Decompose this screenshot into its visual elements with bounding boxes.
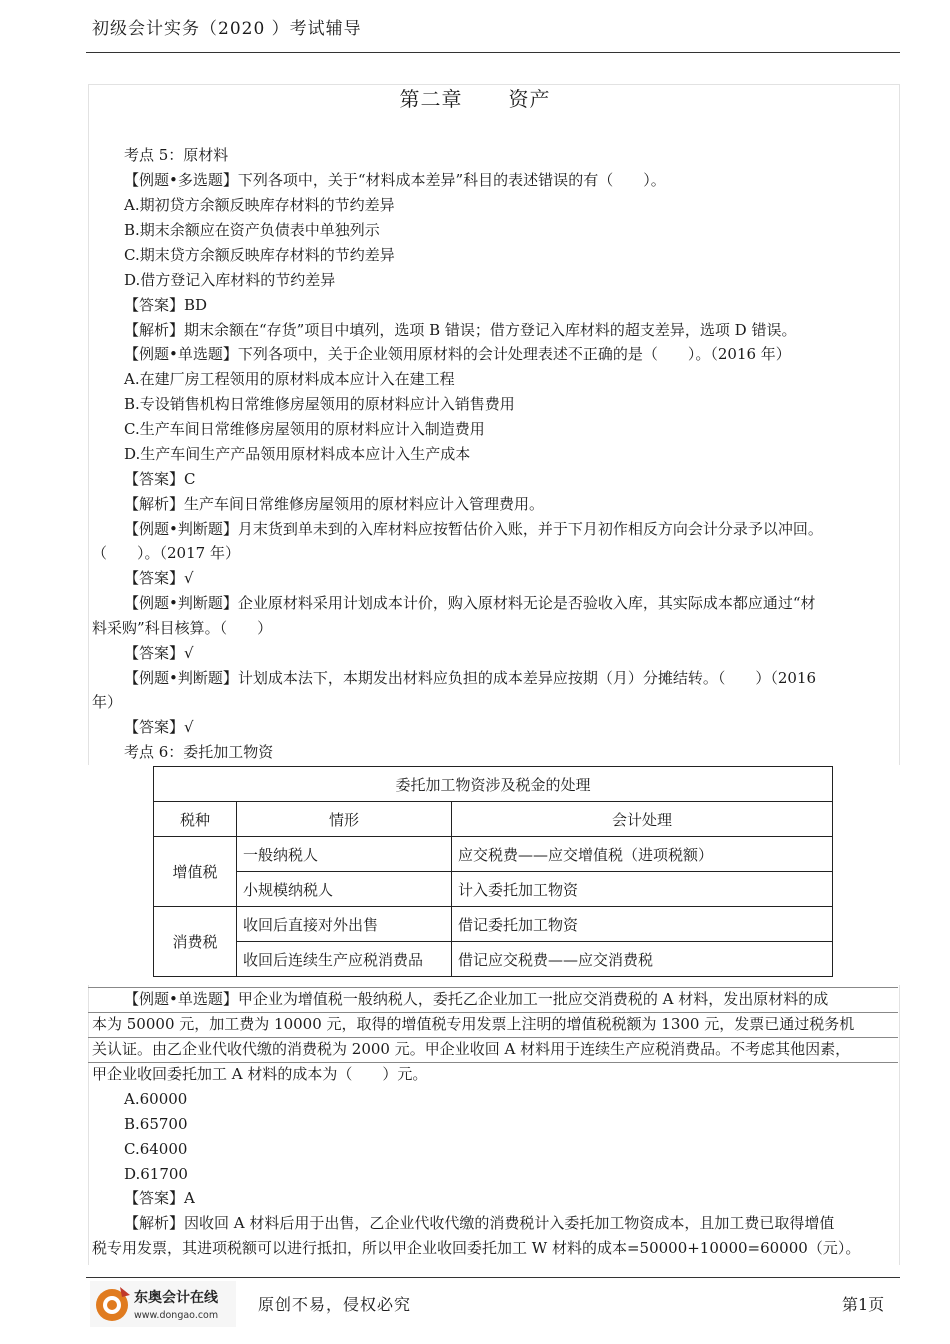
option-line: B.期末余额应在资产负债表中单独列示 xyxy=(124,221,380,239)
option-line: A.60000 xyxy=(124,1090,188,1108)
answer-line: 【答案】A xyxy=(124,1189,195,1207)
dongao-logo-icon xyxy=(90,1281,236,1327)
treatment-cell: 借记委托加工物资 xyxy=(452,907,833,942)
tax-treatment-table xyxy=(153,766,833,977)
treatment-cell: 计入委托加工物资 xyxy=(452,872,833,907)
option-line: B.65700 xyxy=(124,1115,188,1133)
question-stem: 【例题•单选题】下列各项中，关于企业领用原材料的会计处理表述不正确的是（ ）。（2016 年） xyxy=(124,345,791,363)
page-number: 第1页 xyxy=(842,1295,885,1314)
chapter-number: 第二章 xyxy=(399,87,463,111)
option-line: D.61700 xyxy=(124,1165,188,1183)
table-row xyxy=(154,872,833,907)
question-stem-cont: （ ）。（2017 年） xyxy=(92,544,240,562)
option-line: D.借方登记入库材料的节约差异 xyxy=(124,271,336,289)
option-line: B.专设销售机构日常维修房屋领用的原材料应计入销售费用 xyxy=(124,395,515,413)
header-divider xyxy=(86,52,900,53)
question-stem-cont: 料采购”科目核算。（ ） xyxy=(92,619,273,637)
table-row xyxy=(154,942,833,977)
topic-heading: 考点 6：委托加工物资 xyxy=(124,743,274,761)
topic-heading: 考点 5：原材料 xyxy=(124,146,229,164)
case-cell: 收回后连续生产应税消费品 xyxy=(237,942,452,977)
treatment-cell: 应交税费——应交增值税（进项税额） xyxy=(452,837,833,872)
table-header-treatment: 会计处理 xyxy=(452,802,833,837)
answer-line: 【答案】C xyxy=(124,470,196,488)
table-header-case: 情形 xyxy=(237,802,452,837)
option-line: A.在建厂房工程领用的原材料成本应计入在建工程 xyxy=(124,370,455,388)
chapter-title xyxy=(0,83,950,112)
question-stem-cont: 本为 50000 元，加工费为 10000 元，取得的增值税专用发票上注明的增值税税额为 1300 元，发票已通过税务机 xyxy=(92,1015,855,1033)
answer-line: 【答案】√ xyxy=(124,644,194,662)
question-stem: 【例题•判断题】企业原材料采用计划成本计价，购入原材料无论是否验收入库，其实际成本都应通过“材 xyxy=(124,594,816,612)
tax-type-cell: 增值税 xyxy=(154,837,237,907)
option-line: C.生产车间日常维修房屋领用的原材料应计入制造费用 xyxy=(124,420,485,438)
header-title: 初级会计实务（2020 ）考试辅导 xyxy=(92,19,362,39)
answer-line: 【答案】√ xyxy=(124,718,194,736)
option-line: D.生产车间生产产品领用原材料成本应计入生产成本 xyxy=(124,445,471,463)
table-row xyxy=(154,837,833,872)
table-row xyxy=(154,907,833,942)
case-cell: 小规模纳税人 xyxy=(237,872,452,907)
tax-type-cell: 消费税 xyxy=(154,907,237,977)
question-stem: 【例题•判断题】计划成本法下，本期发出材料应负担的成本差异应按期（月）分摊结转。（ ）（2016 xyxy=(124,669,817,687)
question-stem-cont: 甲企业收回委托加工 A 材料的成本为（ ）元。 xyxy=(92,1065,428,1083)
option-line: C.64000 xyxy=(124,1140,188,1158)
option-line: C.期末贷方余额反映库存材料的节约差异 xyxy=(124,246,395,264)
dongao-logo xyxy=(90,1281,236,1327)
question-stem: 【例题•单选题】甲企业为增值税一般纳税人，委托乙企业加工一批应交消费税的 A 材料，发出原材料的成 xyxy=(124,990,829,1008)
answer-line: 【答案】BD xyxy=(124,296,208,314)
explanation-line: 【解析】期末余额在“存货”项目中填列，选项 B 错误；借方登记入库材料的超支差异，选项 D 错误。 xyxy=(124,321,797,339)
question-stem-cont: 关认证。由乙企业代收代缴的消费税为 2000 元。甲企业收回 A 材料用于连续生产应税消费品。不考虑其他因素， xyxy=(92,1040,851,1058)
footer-slogan: 原创不易，侵权必究 xyxy=(258,1295,412,1314)
answer-line: 【答案】√ xyxy=(124,569,194,587)
logo-chinese-text: 东奥会计在线 xyxy=(134,1290,218,1306)
logo-url-text: www.dongao.com xyxy=(134,1310,219,1321)
explanation-line-cont: 税专用发票，其进项税额可以进行抵扣，所以甲企业收回委托加工 W 材料的成本=50000+10000=60000（元）。 xyxy=(92,1239,861,1257)
question-stem: 【例题•判断题】月末货到单未到的入库材料应按暂估价入账，并于下月初作相反方向会计分录予以冲回。 xyxy=(124,520,823,538)
table-header-tax: 税种 xyxy=(154,802,237,837)
question-stem: 【例题•多选题】下列各项中，关于“材料成本差异”科目的表述错误的有（ ）。 xyxy=(124,171,666,189)
table-caption: 委托加工物资涉及税金的处理 xyxy=(154,767,833,802)
footer-divider xyxy=(86,1277,900,1278)
treatment-cell: 借记应交税费——应交消费税 xyxy=(452,942,833,977)
question-stem-cont: 年） xyxy=(92,693,123,711)
case-cell: 一般纳税人 xyxy=(237,837,452,872)
explanation-line: 【解析】生产车间日常维修房屋领用的原材料应计入管理费用。 xyxy=(124,495,545,513)
option-line: A.期初贷方余额反映库存材料的节约差异 xyxy=(124,196,395,214)
explanation-line: 【解析】因收回 A 材料后用于出售，乙企业代收代缴的消费税计入委托加工物资成本，且加工费已取得增值 xyxy=(124,1214,835,1232)
case-cell: 收回后直接对外出售 xyxy=(237,907,452,942)
chapter-name: 资产 xyxy=(508,87,551,111)
